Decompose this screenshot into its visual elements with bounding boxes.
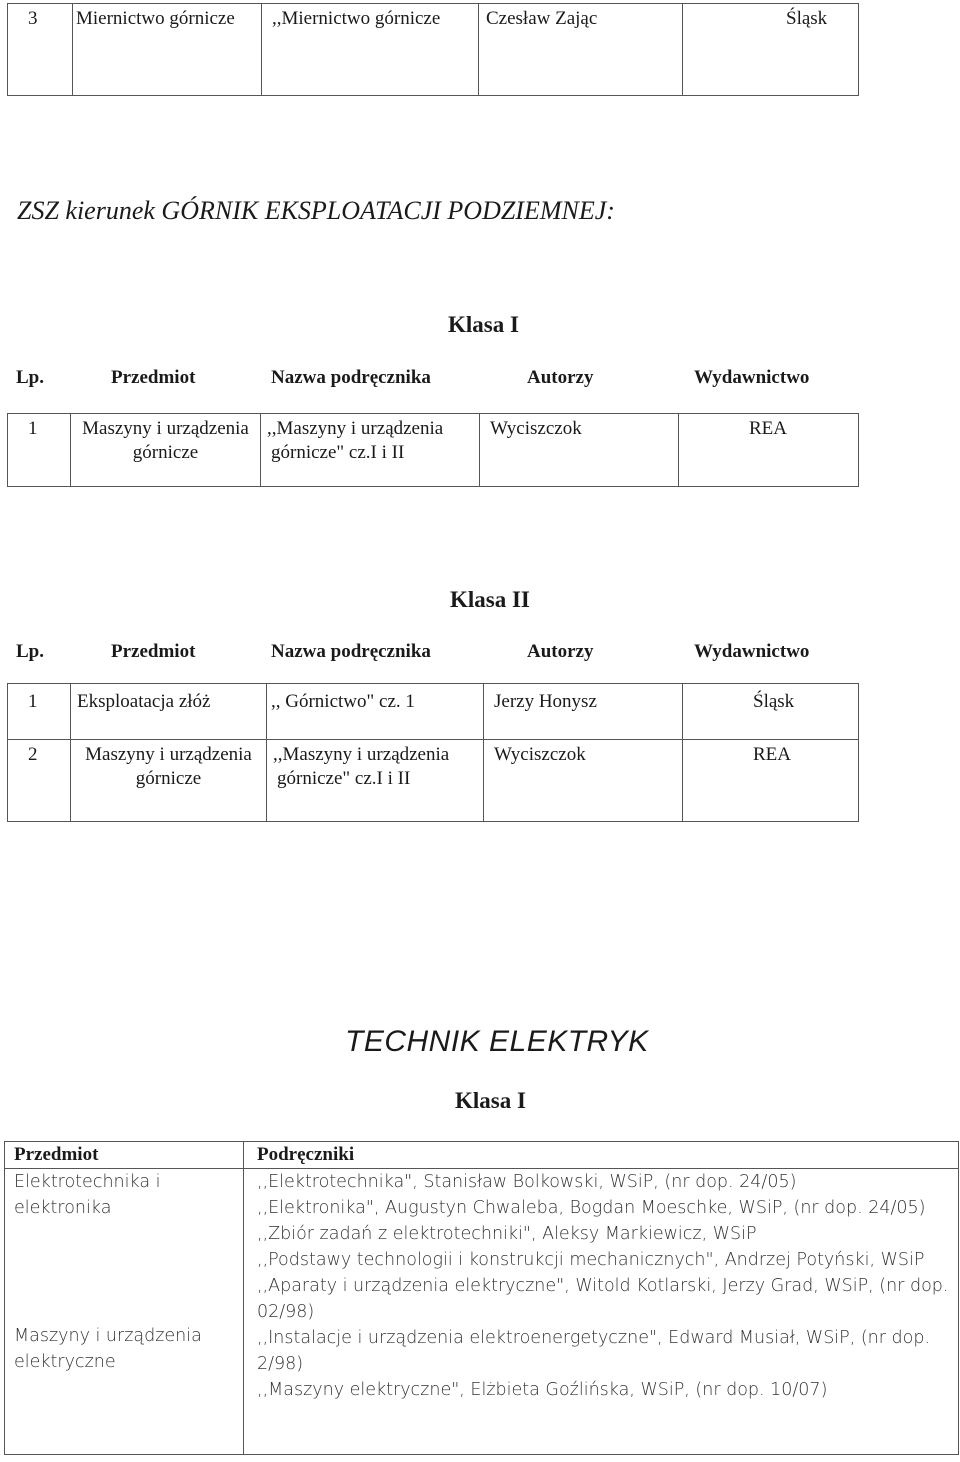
- technik-header-books: Podręczniki: [244, 1142, 959, 1169]
- technik-subject-1: Elektrotechnika i elektronika: [14, 1172, 161, 1218]
- klasa1-header-lp: Lp.: [16, 367, 44, 388]
- klasa2-r2-book-line1: ,,Maszyny i urządzenia: [273, 744, 450, 765]
- list-item: ,,Zbiór zadań z elektrotechniki", Aleksy Markiewicz, WSiP: [257, 1224, 757, 1244]
- technik-books-cell: [244, 1169, 959, 1455]
- klasa2-header: [0, 641, 960, 667]
- klasa2-header-book: Nazwa podręcznika: [271, 641, 431, 662]
- klasa2-title: Klasa II: [450, 587, 530, 612]
- klasa1-header-authors: Autorzy: [527, 367, 594, 388]
- klasa2-r2-book: [267, 740, 484, 822]
- list-item: ,,Elektrotechnika", Stanisław Bolkowski, WSiP, (nr dop. 24/05): [257, 1172, 797, 1192]
- top-author: Czesław Zając: [479, 4, 683, 96]
- klasa2-header-subject: Przedmiot: [111, 641, 196, 662]
- technik-header-subject: Przedmiot: [5, 1142, 244, 1169]
- klasa2-r2-lp: 2: [8, 740, 71, 822]
- top-lp: 3: [8, 4, 73, 96]
- klasa1-header-book: Nazwa podręcznika: [271, 367, 431, 388]
- klasa2-r2-subject: Maszyny i urządzenia górnicze: [71, 740, 267, 822]
- technik-title: TECHNIK ELEKTRYK: [345, 1025, 649, 1058]
- klasa2-r2-book-line2: górnicze" cz.I i II: [277, 768, 411, 789]
- klasa1-r1-book-line1: ,,Maszyny i urządzenia: [267, 418, 444, 439]
- klasa2-r1-publisher: Śląsk: [683, 684, 859, 740]
- klasa2-r1-lp: 1: [8, 684, 71, 740]
- klasa2-header-authors: Autorzy: [527, 641, 594, 662]
- klasa2-table: [7, 683, 859, 822]
- table-row: [8, 684, 859, 740]
- list-item: ,,Maszyny elektryczne", Elżbieta Goźlińska, WSiP, (nr dop. 10/07): [257, 1380, 828, 1400]
- klasa1-r1-subject: Maszyny i urządzenia górnicze: [71, 414, 261, 487]
- top-book: ,,Miernictwo górnicze: [262, 4, 479, 96]
- klasa2-r2-publisher: REA: [683, 740, 859, 822]
- klasa1-header-subject: Przedmiot: [111, 367, 196, 388]
- klasa1-r1-book: [261, 414, 480, 487]
- zsz-title: ZSZ kierunek GÓRNIK EKSPLOATACJI PODZIEMNEJ:: [17, 196, 615, 225]
- table-row: [8, 740, 859, 822]
- top-subject: Miernictwo górnicze: [73, 4, 262, 96]
- klasa2-header-lp: Lp.: [16, 641, 44, 662]
- technik-subjects-cell: [5, 1169, 244, 1455]
- technik-subject-2: Maszyny i urządzenia elektryczne: [14, 1326, 202, 1372]
- list-item: ,,Elektronika", Augustyn Chwaleba, Bogdan Moeschke, WSiP, (nr dop. 24/05): [257, 1198, 926, 1218]
- klasa1-table: [7, 413, 859, 487]
- table-row: [8, 414, 859, 487]
- klasa1-header: [0, 367, 960, 393]
- top-publisher: Śląsk: [683, 4, 859, 96]
- list-item: ,,Podstawy technologii i konstrukcji mechanicznych", Andrzej Potyński, WSiP: [257, 1250, 925, 1270]
- klasa1-header-publisher: Wydawnictwo: [694, 367, 810, 388]
- technik-klasa-title: Klasa I: [455, 1088, 526, 1113]
- klasa1-r1-book-line2: górnicze" cz.I i II: [271, 442, 405, 463]
- klasa2-header-publisher: Wydawnictwo: [694, 641, 810, 662]
- klasa2-r2-author: Wyciszczok: [484, 740, 683, 822]
- klasa2-r1-book: ,, Górnictwo" cz. 1: [267, 684, 484, 740]
- klasa1-r1-lp: 1: [8, 414, 71, 487]
- klasa2-r1-subject: Eksploatacja złóż: [71, 684, 267, 740]
- list-item: ,,Aparaty i urządzenia elektryczne", Witold Kotlarski, Jerzy Grad, WSiP, (nr dop. 02/98): [257, 1276, 949, 1322]
- list-item: ,,Instalacje i urządzenia elektroenergetyczne", Edward Musiał, WSiP, (nr dop. 2/98): [257, 1328, 931, 1374]
- klasa1-r1-publisher: REA: [679, 414, 859, 487]
- klasa2-r1-author: Jerzy Honysz: [484, 684, 683, 740]
- top-table: [7, 3, 859, 96]
- klasa1-r1-author: Wyciszczok: [480, 414, 679, 487]
- klasa1-title: Klasa I: [448, 312, 519, 337]
- technik-table: [4, 1141, 959, 1455]
